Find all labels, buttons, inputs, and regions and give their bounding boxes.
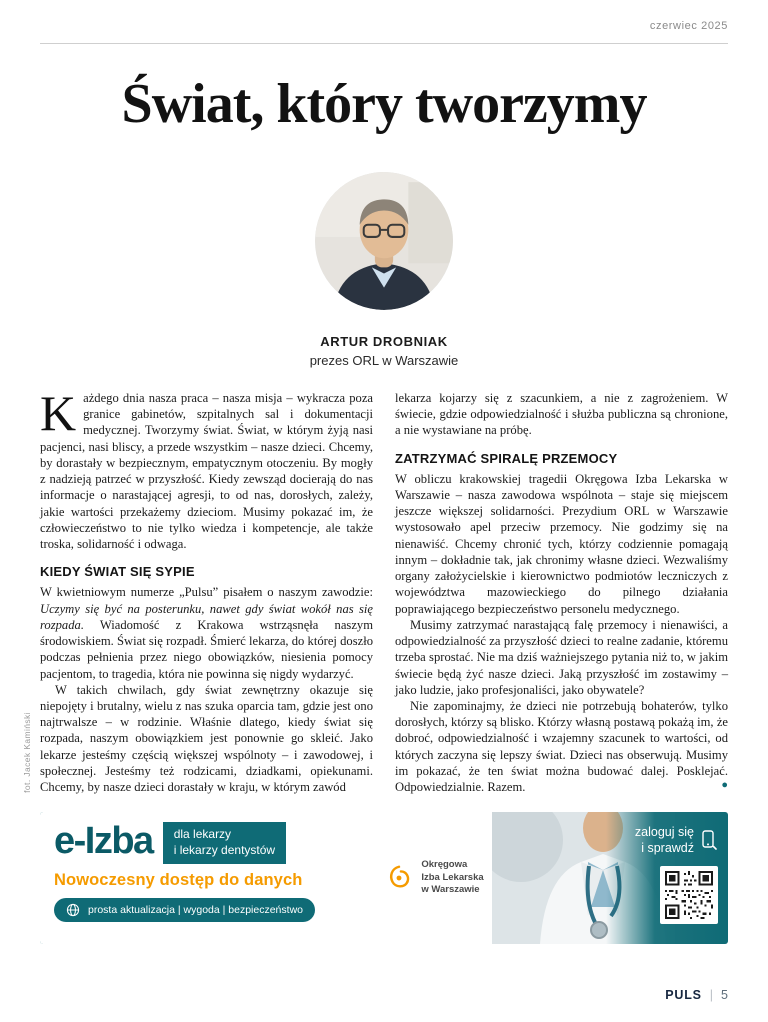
ad-main-content — [54, 822, 376, 934]
qr-pattern — [663, 869, 715, 921]
oil-org-name — [421, 859, 483, 896]
section-heading-2: ZATRZYMAĆ SPIRALĘ PRZEMOCY — [395, 450, 618, 466]
s2-paragraph-2: Musimy zatrzymać narastającą falę przemocy i nienawiści, a odpowiedzialność za przyszłość dzieci to realne zadanie, któremu trzeba sprostać. Nie ma dziś ważniejszego pytania niż to, w jakim świecie będą żyć nasze dzieci. Jaką przyszłość im zostawimy – jako ludzie, jako profesjonaliści, jako obywatele? — [395, 617, 728, 697]
author-name: ARTUR DROBNIAK — [320, 334, 448, 349]
ad-features-text: prosta aktualizacja | wygoda | bezpieczeństwo — [88, 904, 303, 917]
author-photo — [315, 172, 453, 310]
s1p1-suffix: Wiadomość z Krakowa wstrząsnęła naszym środowiskiem. Świat się rozpadł. Śmierć lekarza, do której doszło podczas pełnienia przez niego obowiązków, niesienia pomocy pacjentom, to tragedia, która nie powinna się nigdy wydarzyć. — [40, 617, 373, 681]
issue-date: czerwiec 2025 — [649, 20, 728, 32]
ad-audience-line2: i lekarzy dentystów — [173, 842, 276, 857]
oil-org-line3: w Warszawie — [421, 884, 480, 896]
s1p1-prefix: W kwietniowym numerze „Pulsu” pisałem o naszym zawodzie: — [40, 585, 373, 600]
article-title: Świat, który tworzymy — [121, 73, 647, 135]
column-left — [40, 385, 373, 795]
phone-icon — [700, 830, 718, 850]
dropcap: K — [40, 385, 77, 441]
ad-tagline: Nowoczesny dostęp do danych — [54, 871, 303, 890]
ad-cta-line2: i sprawdź — [641, 841, 694, 856]
section-heading-1: KIEDY ŚWIAT SIĘ SYPIE — [40, 564, 195, 580]
footer-separator: | — [709, 988, 714, 1002]
ad-doctor-photo — [492, 812, 728, 944]
ad-cta-line1: zaloguj się — [634, 825, 694, 839]
byline — [0, 334, 768, 368]
col2-continuation: lekarza kojarzy się z szacunkiem, a nie z zagrożeniem. W świecie, gdzie odpowiedzialność i służba publiczna są chronione, a nie wystawiane na próbę. — [395, 391, 728, 438]
ad-product-name: e-Izba — [54, 820, 153, 862]
globe-icon — [66, 903, 80, 917]
ad-audience — [163, 822, 286, 864]
author-role: prezes ORL w Warszawie — [309, 353, 459, 368]
s2-paragraph-1: W obliczu krakowskiej tragedii Okręgowa Izba Lekarska w Warszawie – nasza zawodowa wspólnota – staje się miejscem jeszcze większej solidarności. Prezydium ORL w Warszawie wystosowało apel przeciw przemocy. Nie godzimy się na nienawiść. Chcemy chronić tych, którzy codziennie pomagają innym – dokładnie tak, jak chronimy własne dzieci. Wezwaliśmy organy założycielskie i kierownictwo podmiotów leczniczych z województwa mazowieckiego do pilnego działania poprawiającego bezpieczeństwo personelu medycznego. — [395, 471, 728, 616]
ad-cta — [606, 812, 728, 944]
ad-cta-text — [635, 824, 694, 857]
end-of-article-mark: ● — [721, 779, 728, 792]
intro-text: ażdego dnia nasza praca – nasza misja – wykracza poza granice gabinetów, szpitalnych sal i dokumentacji medycznej. Tworzymy świat. Świat, w którym żyją nasi pacjenci, nasi bliscy, a przede wszystkim – nasze dzieci. Chcemy, by dorastały w bezpiecznym, empatycznym otoczeniu. By mogły z nadzieją patrzeć w przyszłość. Kiedy zewsząd docierają do nas informacje o narastającej agresji, to od nas, dorosłych, zależy, jakie wartości przekażemy dzieciom. Musimy pokazać im, że człowieczeństwo to nie tylko wiedza i kompetencje, ale także troska, solidarność i odwaga. — [40, 391, 373, 552]
page-header — [40, 16, 728, 44]
photo-credit: fot. Jacek Kamiński — [22, 712, 32, 793]
s1-paragraph-2: W takich chwilach, gdy świat zewnętrzny okazuje się niepojęty i brutalny, wielu z nas szuka oparcia tam, gdzie jest ono najtrwalsze – w rodzinie. Właśnie dlatego, kiedy świat się rozpada, naszym obowiązkiem jest ponownie go skleić. Jako lekarze jesteśmy częścią większej wspólnoty – i zawodowej, i społecznej. Jesteśmy też rodzicami, dziadkami, opiekunami. Chcemy, by nasze dzieci dorastały w kraju, w którym zawód — [40, 682, 373, 795]
author-portrait-illustration — [315, 172, 453, 310]
ad-features-strip — [54, 898, 315, 922]
article-body — [40, 385, 728, 795]
oil-org-line2: Izba Lekarska — [421, 871, 484, 883]
page-footer — [665, 988, 728, 1002]
oil-logo — [376, 822, 492, 934]
eizba-ad-banner — [40, 812, 728, 944]
oil-org-line1: Okręgowa — [421, 859, 468, 871]
s2-paragraph-3: Nie zapominajmy, że dzieci nie potrzebują bohaterów, tylko dorosłych, którzy są blisko. Którzy własną postawą pokażą im, że dobroć, odpowiedzialność i wzajemny szacunek to wartości, od których zaczyna się lepszy świat. Dzieci nas obserwują. Musimy im pokazać, że ten świat można budować dalej. Posklejać. Odpowiedzialnie. Razem. — [395, 698, 728, 795]
s1p1-quote: Uczymy się być na posterunku, nawet gdy świat wokół nas się rozpada. — [40, 601, 373, 632]
ad-left-panel — [40, 812, 492, 944]
magazine-brand: PULS — [665, 988, 702, 1002]
column-right — [395, 390, 728, 795]
page-number: 5 — [721, 988, 728, 1002]
qr-code — [660, 866, 718, 924]
oil-logo-icon — [384, 863, 414, 893]
ad-audience-line1: dla lekarzy — [173, 827, 232, 841]
